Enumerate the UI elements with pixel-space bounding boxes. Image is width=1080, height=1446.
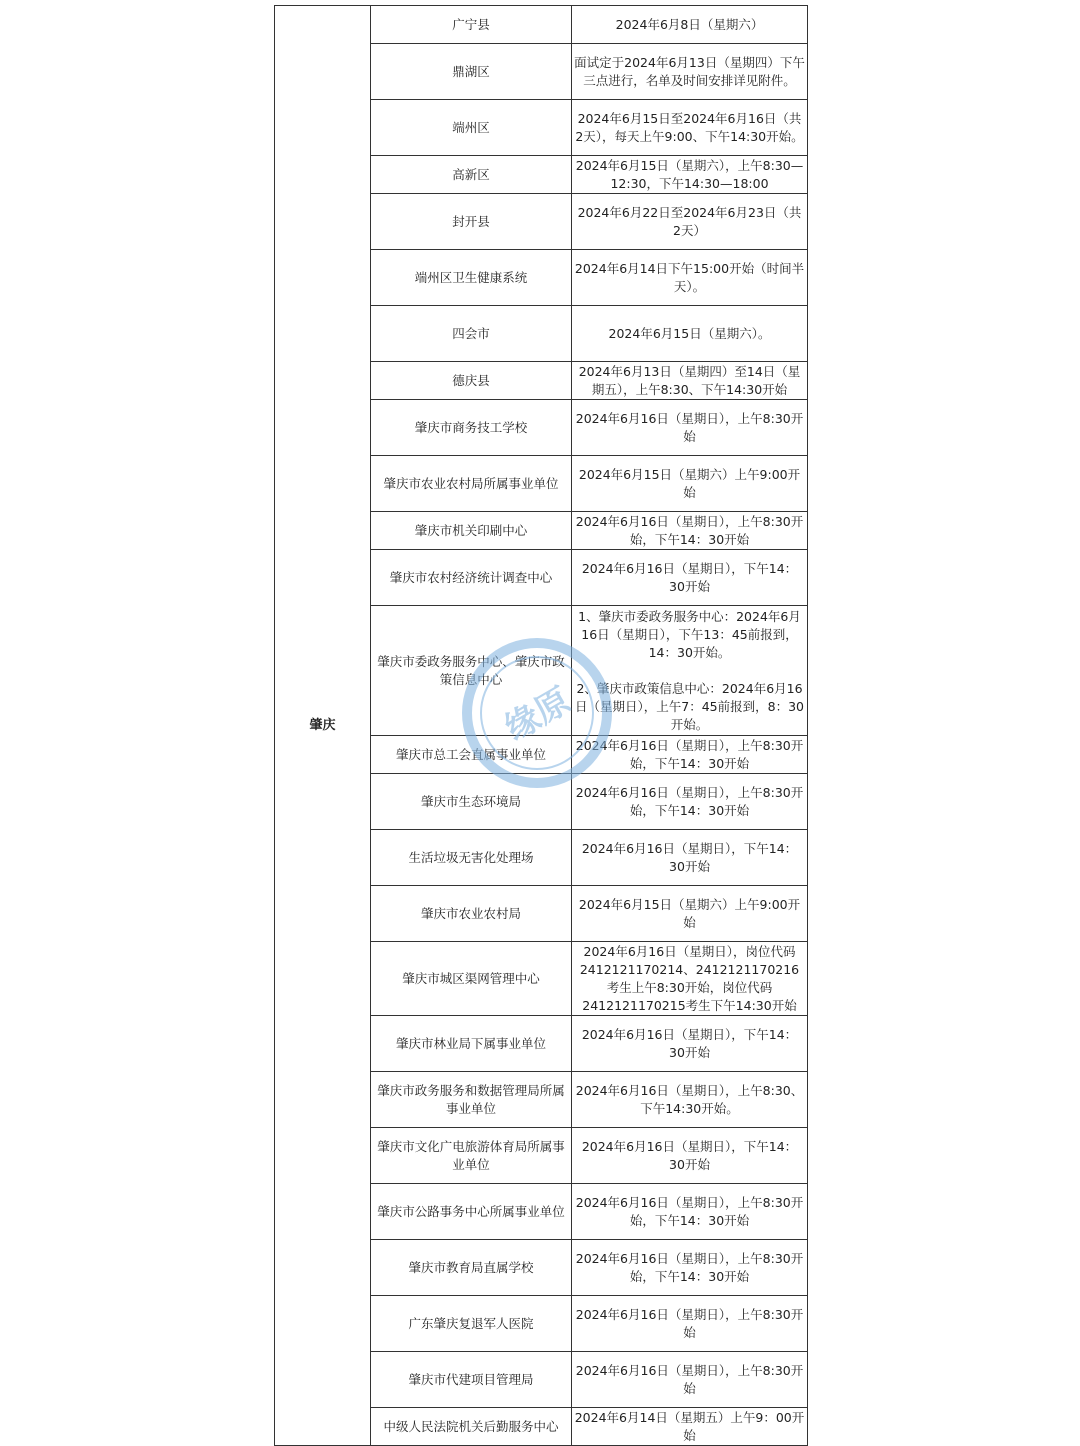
- unit-cell: 肇庆市政务服务和数据管理局所属事业单位: [371, 1072, 572, 1128]
- time-cell: 2024年6月16日（星期日），下午14：30开始: [572, 1016, 808, 1072]
- region-cell: 肇庆: [275, 6, 371, 1446]
- unit-cell: 生活垃圾无害化处理场: [371, 830, 572, 886]
- unit-cell: 肇庆市生态环境局: [371, 774, 572, 830]
- time-cell: 2024年6月16日（星期日），上午8:30开始: [572, 1296, 808, 1352]
- unit-cell: 鼎湖区: [371, 44, 572, 100]
- unit-cell: 肇庆市农村经济统计调查中心: [371, 550, 572, 606]
- unit-cell: 肇庆市教育局直属学校: [371, 1240, 572, 1296]
- unit-cell: 德庆县: [371, 362, 572, 400]
- unit-cell: 广东肇庆复退军人医院: [371, 1296, 572, 1352]
- time-cell: 2024年6月22日至2024年6月23日（共2天）: [572, 194, 808, 250]
- time-cell: 2024年6月14日下午15:00开始（时间半天）。: [572, 250, 808, 306]
- time-cell: 面试定于2024年6月13日（星期四）下午三点进行，名单及时间安排详见附件。: [572, 44, 808, 100]
- unit-cell: 肇庆市代建项目管理局: [371, 1352, 572, 1408]
- unit-cell: 肇庆市委政务服务中心、肇庆市政策信息中心: [371, 606, 572, 736]
- unit-cell: 肇庆市商务技工学校: [371, 400, 572, 456]
- time-cell: 2024年6月16日（星期日），上午8:30开始，下午14：30开始: [572, 1240, 808, 1296]
- time-cell: 2024年6月16日（星期日），下午14：30开始: [572, 830, 808, 886]
- time-cell: 2024年6月15日（星期六），上午8:30—12:30，下午14:30—18:00: [572, 156, 808, 194]
- unit-cell: 端州区: [371, 100, 572, 156]
- time-cell: 2024年6月15日（星期六）。: [572, 306, 808, 362]
- table-row: [275, 6, 808, 44]
- time-cell: 2024年6月15日至2024年6月16日（共2天），每天上午9:00、下午14:30开始。: [572, 100, 808, 156]
- time-cell: 2024年6月13日（星期四）至14日（星期五），上午8:30、下午14:30开始: [572, 362, 808, 400]
- time-cell: 2024年6月15日（星期六）上午9:00开始: [572, 886, 808, 942]
- interview-schedule-table: [274, 5, 808, 1446]
- unit-cell: 肇庆市公路事务中心所属事业单位: [371, 1184, 572, 1240]
- time-cell: 2024年6月16日（星期日），上午8:30开始，下午14：30开始: [572, 512, 808, 550]
- time-cell: 2024年6月16日（星期日），下午14：30开始: [572, 1128, 808, 1184]
- time-cell: 2024年6月14日（星期五）上午9：00开始: [572, 1408, 808, 1446]
- unit-cell: 肇庆市农业农村局所属事业单位: [371, 456, 572, 512]
- unit-cell: 肇庆市文化广电旅游体育局所属事业单位: [371, 1128, 572, 1184]
- time-cell: 2024年6月16日（星期日），下午14：30开始: [572, 550, 808, 606]
- unit-cell: 肇庆市林业局下属事业单位: [371, 1016, 572, 1072]
- time-cell: 2024年6月15日（星期六）上午9:00开始: [572, 456, 808, 512]
- time-cell: 2024年6月16日（星期日），上午8:30开始，下午14：30开始: [572, 1184, 808, 1240]
- unit-cell: 肇庆市总工会直属事业单位: [371, 736, 572, 774]
- unit-cell: 肇庆市机关印刷中心: [371, 512, 572, 550]
- time-cell: 2024年6月16日（星期日），上午8:30开始，下午14：30开始: [572, 774, 808, 830]
- unit-cell: 肇庆市农业农村局: [371, 886, 572, 942]
- time-cell: 2024年6月16日（星期日），上午8:30、下午14:30开始。: [572, 1072, 808, 1128]
- time-cell: 2024年6月16日（星期日），岗位代码2412121170214、2412121170216考生上午8:30开始，岗位代码2412121170215考生下午14:30开始: [572, 942, 808, 1016]
- unit-cell: 肇庆市城区渠网管理中心: [371, 942, 572, 1016]
- unit-cell: 四会市: [371, 306, 572, 362]
- unit-cell: 端州区卫生健康系统: [371, 250, 572, 306]
- time-cell: 2024年6月8日（星期六）: [572, 6, 808, 44]
- unit-cell: 高新区: [371, 156, 572, 194]
- watermark-text: 缘原: [498, 680, 578, 750]
- time-cell: 2024年6月16日（星期日），上午8:30开始: [572, 1352, 808, 1408]
- unit-cell: 中级人民法院机关后勤服务中心: [371, 1408, 572, 1446]
- time-cell: 2024年6月16日（星期日），上午8:30开始: [572, 400, 808, 456]
- time-cell: 1、肇庆市委政务服务中心：2024年6月16日（星期日），下午13：45前报到，14：30开始。 2、肇庆市政策信息中心：2024年6月16日（星期日），上午7：45前报到，8：30开始。: [572, 606, 808, 736]
- time-cell: 2024年6月16日（星期日），上午8:30开始，下午14：30开始: [572, 736, 808, 774]
- unit-cell: 广宁县: [371, 6, 572, 44]
- unit-cell: 封开县: [371, 194, 572, 250]
